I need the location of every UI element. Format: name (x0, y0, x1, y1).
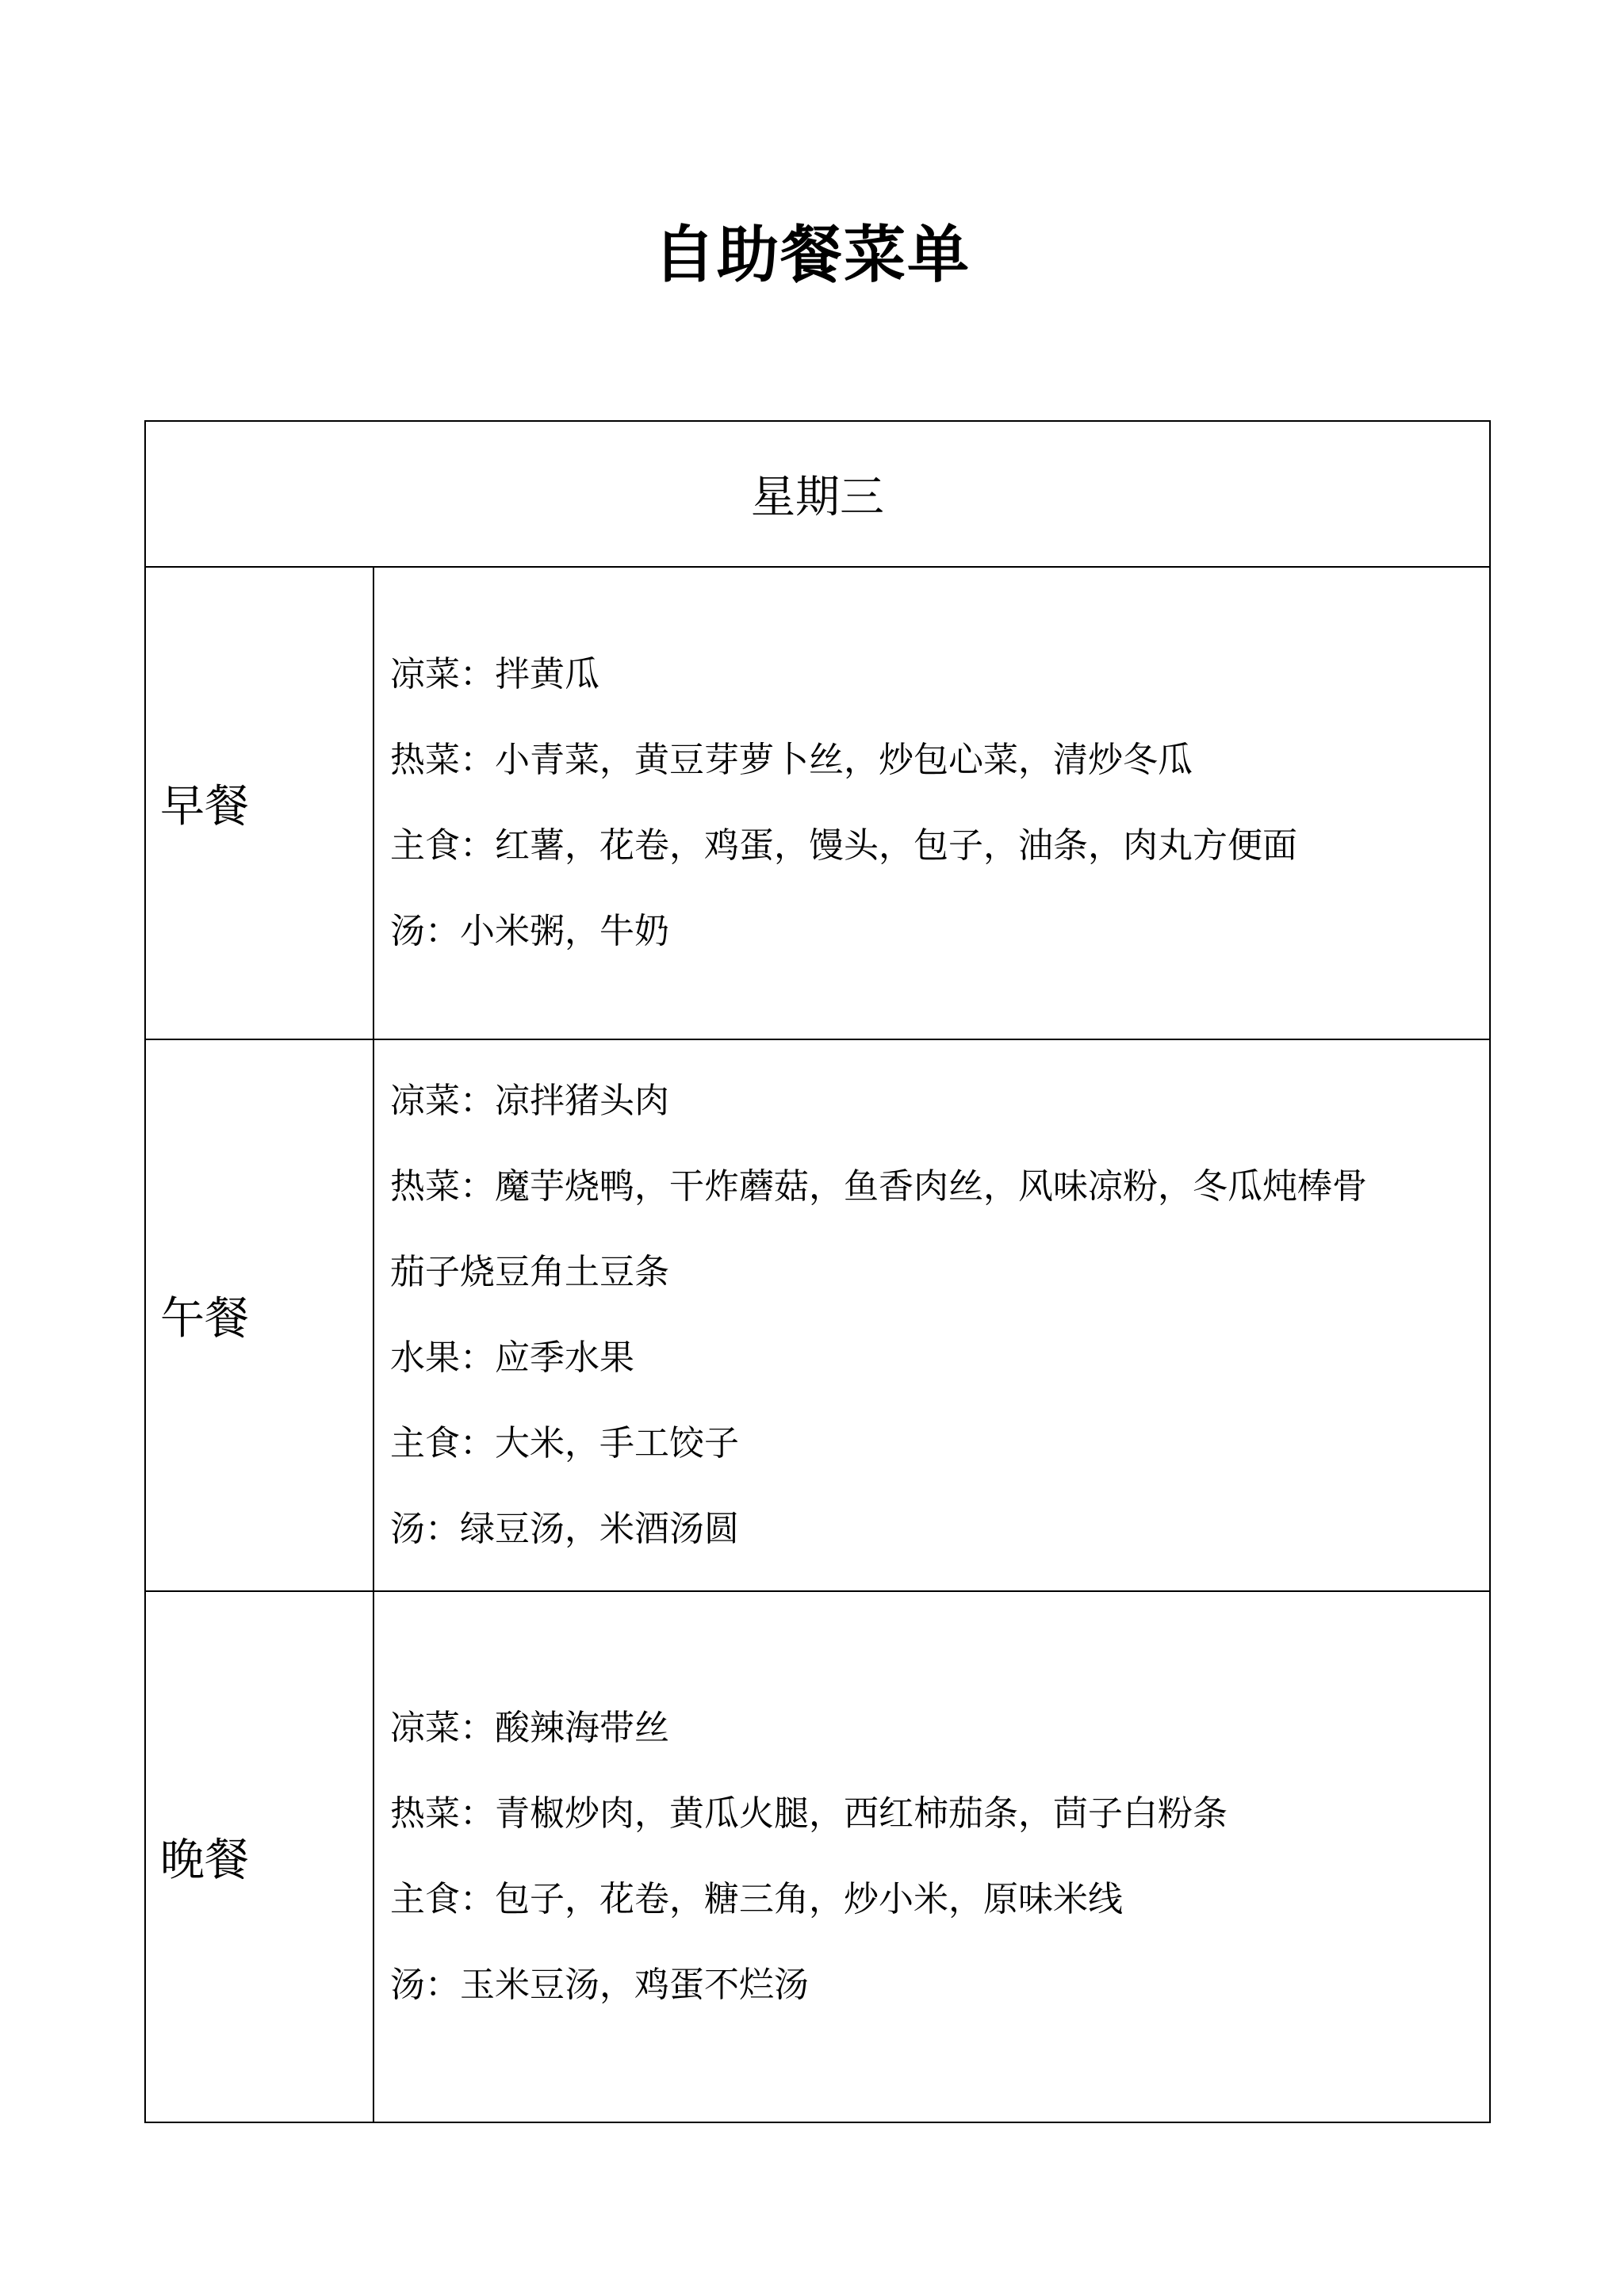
dishes-cell-breakfast (373, 567, 1490, 1039)
day-row (145, 421, 1490, 567)
meal-row-lunch (145, 1039, 1490, 1591)
dish-line: 热菜：青椒炒肉，黄瓜火腿，西红柿茄条，茴子白粉条 (390, 1793, 1228, 1834)
meal-name-lunch: 午餐 (145, 1039, 373, 1591)
page-title: 自助餐菜单 (653, 220, 971, 291)
dish-line: 凉菜：凉拌猪头肉 (390, 1081, 669, 1121)
dish-line: 主食：包子，花卷，糖三角，炒小米，原味米线 (390, 1879, 1123, 1919)
dish-line: 凉菜：酸辣海带丝 (390, 1708, 669, 1748)
meal-row-dinner (145, 1591, 1490, 2122)
dish-line: 汤：小米粥，牛奶 (390, 911, 669, 951)
dish-line: 热菜：魔芋烧鸭，干炸蘑菇，鱼香肉丝，风味凉粉，冬瓜炖棒骨 (390, 1166, 1367, 1207)
dishes-cell-dinner (373, 1591, 1490, 2122)
meal-name-breakfast: 早餐 (145, 567, 373, 1039)
dish-line: 主食：红薯，花卷，鸡蛋，馒头，包子，油条，肉丸方便面 (390, 825, 1297, 866)
dishes-cell-lunch (373, 1039, 1490, 1591)
menu-table (144, 420, 1491, 2123)
dish-line: 热菜：小青菜，黄豆芽萝卜丝，炒包心菜，清炒冬瓜 (390, 740, 1193, 780)
meal-name-dinner: 晚餐 (145, 1591, 373, 2122)
dish-line: 凉菜：拌黄瓜 (390, 654, 599, 695)
dish-line: 汤：玉米豆汤，鸡蛋不烂汤 (390, 1965, 809, 2005)
meal-row-breakfast (145, 567, 1490, 1039)
dish-line: 汤：绿豆汤，米酒汤圆 (390, 1509, 739, 1549)
dish-line: 茄子烧豆角土豆条 (390, 1252, 669, 1292)
dish-line: 水果：应季水果 (390, 1337, 634, 1378)
dish-line: 主食：大米，手工饺子 (390, 1423, 739, 1464)
day-header: 星期三 (145, 421, 1490, 567)
